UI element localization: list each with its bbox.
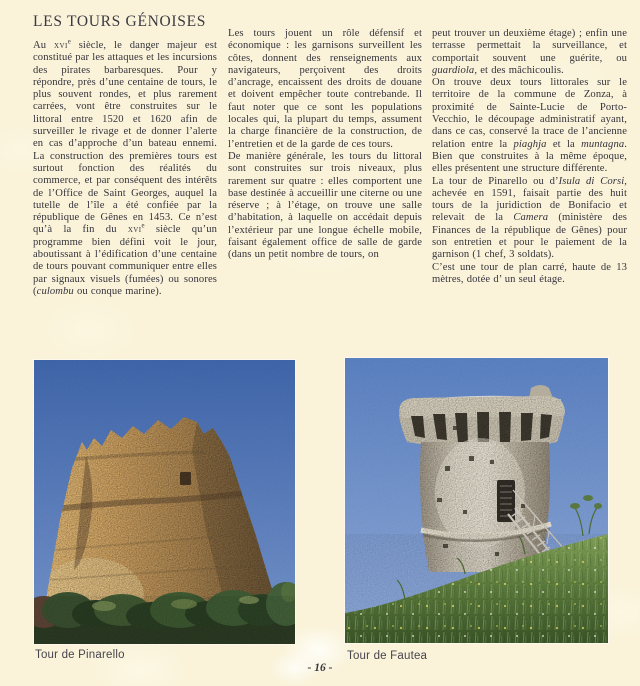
text-column-1 bbox=[33, 13, 217, 298]
photo-tour-fautea bbox=[345, 358, 608, 643]
paragraph-history: Au xvi$^e$ siècle, le danger majeur est constitué par les attaques et les incursions des pirates barbaresques. Pour y répondre, près d’une centaine de tours, le plus souvent rondes, et plus rarement carrées, vont être construites sur le littoral entre 1520 et 1620 afin de surveiller le rivage et de donner l’alerte en cas d’approche d’un bateau ennemi. La construction des premières tours est surtout fonction des réalités du commerce, et par conséquent des intérêts de l’Office de Saint Georges, auquel la tutelle de l’île a été confiée par la république de Gênes en 1453. Ce n’est qu’à la fin du xvi$^e$ siècle qu’un programme bien défini voit le jour, aboutissant à l’édification d’une centaine de tours pouvant communiquer entre elles par signaux visuels (fumées) ou sonores (culombu ou conque marine). bbox=[33, 38, 218, 297]
paragraph-structure: De manière générale, les tours du littoral sont construites sur trois niveaux, plus rarement sur quatre : elles comportent une base destinée à accueillir une citerne ou une réserve ; à l’étage, on trouve une salle d’habitation, à laquelle on accédait depuis l’extérieur par une longue échelle mobile, faisant également office de salle de garde (dans un petit nombre de tours, on bbox=[228, 150, 422, 261]
paragraph-terrasse: peut trouver un deuxième étage) ; enfin une terrasse permettait la surveillance, et comportait souvent une guérite, ou guardiola, et des mâchicoulis. bbox=[432, 28, 627, 76]
text-column-3 bbox=[432, 28, 627, 286]
page-title: LES TOURS GÉNOISES bbox=[33, 13, 207, 30]
paragraph-plan-carre: C’est une tour de plan carré, haute de 13 mètres, dotée d’ un seul étage. bbox=[432, 261, 627, 285]
caption-tour-pinarello: Tour de Pinarello bbox=[35, 649, 125, 661]
pinarello-illustration bbox=[34, 360, 295, 644]
fautea-illustration bbox=[345, 358, 608, 643]
photo-tour-pinarello bbox=[34, 360, 295, 644]
paragraph-pinarello: La tour de Pinarello ou d’Isula di Corsi, achevée en 1591, faisait partie des huit tours de la juridiction de Bonifacio et relevait de la Camera (ministère des Finances de la république de Gênes) pour son entretien et pour le paiement de la garnison (1 chef, 3 soldats). bbox=[432, 175, 627, 261]
page-number: - 16 - bbox=[307, 662, 333, 674]
text-column-2 bbox=[228, 28, 422, 262]
paragraph-zonza: On trouve deux tours littorales sur le territoire de la commune de Zonza, à proximité de Sainte-Lucie de Porto-Vecchio, le découpage administratif ayant, dans ce cas, conservé la trace de l’ancienne relation entre la piaghja et la muntagna. Bien que construites à la même époque, elles présentent une structure différente. bbox=[432, 77, 627, 175]
caption-tour-fautea: Tour de Fautea bbox=[347, 650, 428, 662]
paragraph-role: Les tours jouent un rôle défensif et économique : les garnisons surveillent les côtes, donnent des renseignements aux navigateurs, perçoivent des droits d’ancrage, encaissent des droits de douane et doivent empêcher toute contrebande. Il faut noter que ce sont les populations locales qui, la plupart du temps, assument la charge financière de la construction, de l’entretien et de la garde de ces tours. bbox=[228, 28, 422, 150]
